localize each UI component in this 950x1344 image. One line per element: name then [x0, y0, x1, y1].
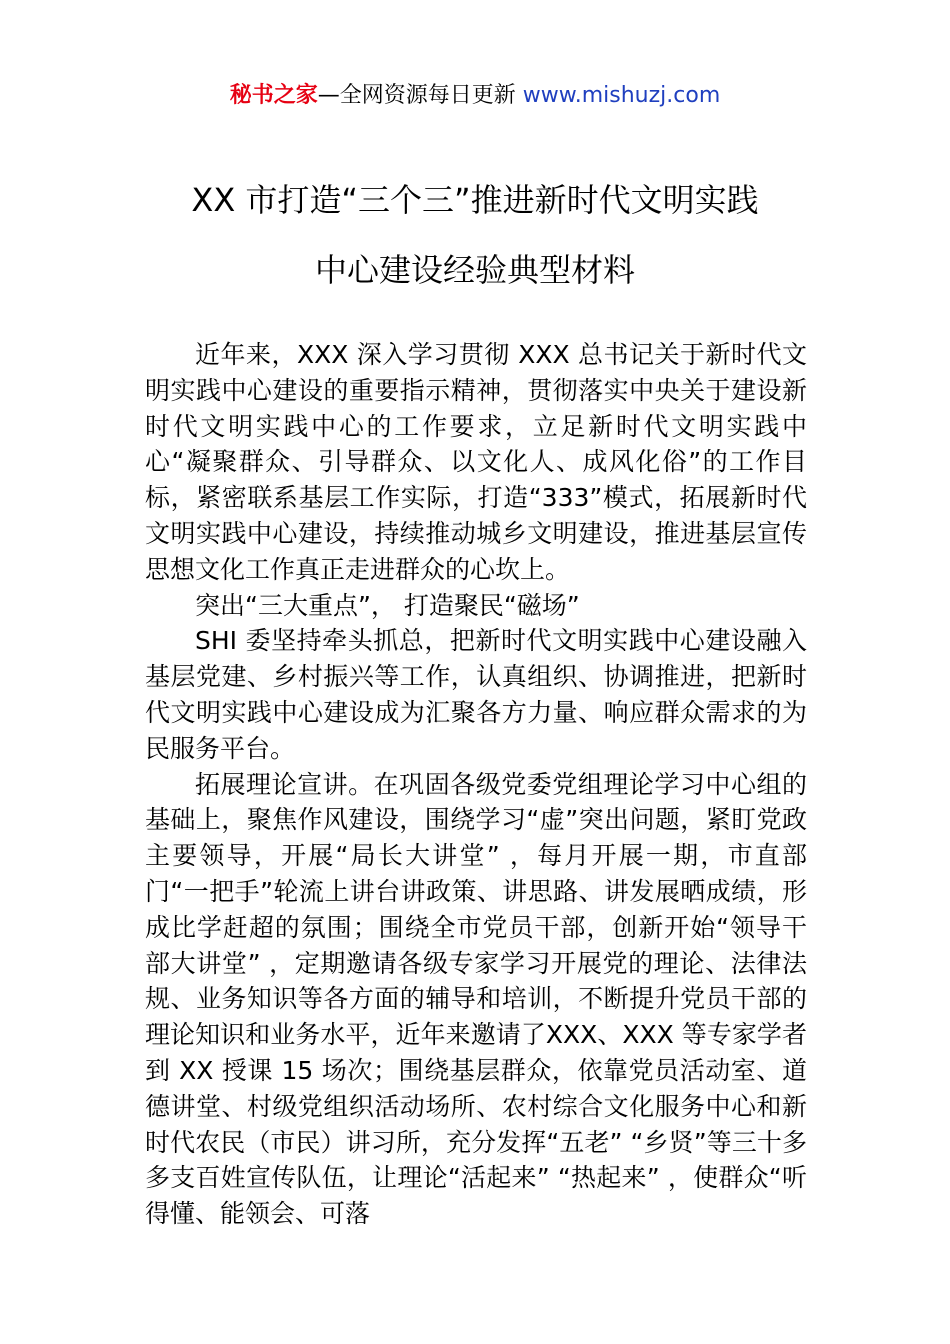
body-paragraph-intro: 近年来，XXX 深入学习贯彻 XXX 总书记关于新时代文明实践中心建设的重要指示精神，贯彻落实中央关于建设新时代文明实践中心的工作要求，立足新时代文明实践中心“凝聚群众、引导群众、以文化人、成风化俗”的工作目标，紧密联系基层工作实际，打造“333”模式，拓展新时代文明实践中心建设，持续推动城乡文明建设，推进基层宣传思想文化工作真正走进群众的心坎上。 — [145, 340, 807, 584]
site-url-link[interactable]: www.mishuzj.com — [522, 83, 721, 108]
document-title-line-1: XX 市打造“三个三”推进新时代文明实践 — [191, 181, 759, 219]
site-header — [0, 80, 950, 112]
body-paragraph: 拓展理论宣讲。在巩固各级党委党组理论学习中心组的基础上，聚焦作风建设，围绕学习“虚”突出问题，紧盯党政主要领导，开展“局长大讲堂” ，每月开展一期，市直部门“一把手”轮流上讲台讲政策、讲思路、讲发展晒成绩，形成比学赶超的氛围；围绕全市党员干部，创新开始“领导干部大讲堂” ，定期邀请各级专家学习开展党的理论、法律法规、业务知识等各方面的辅导和培训，不断提升党员干部的理论知识和业务水平，近年来邀请了XXX、XXX 等专家学者到 XX 授课 15 场次；围绕基层群众，依靠党员活动室、道德讲堂、村级党组织活动场所、农村综合文化服务中心和新时代农民（市民）讲习所，充分发挥“五老” “乡贤”等三十多多支百姓宣传队伍，让理论“活起来” “热起来” ，使群众“听得懂、能领会、可落 — [145, 769, 807, 1229]
document-body — [145, 337, 807, 1232]
site-tagline: —全网资源每日更新 — [317, 83, 523, 108]
site-brand: 秘书之家 — [229, 83, 318, 108]
body-paragraph: SHI 委坚持牵头抓总，把新时代文明实践中心建设融入基层党建、乡村振兴等工作，认真组织、协调推进，把新时代文明实践中心建设成为汇聚各方力量、响应群众需求的为民服务平台。 — [145, 626, 807, 763]
document-title-line-2: 中心建设经验典型材料 — [314, 251, 635, 289]
section-heading: 突出“三大重点”， 打造聚民“磁场” — [195, 590, 580, 620]
